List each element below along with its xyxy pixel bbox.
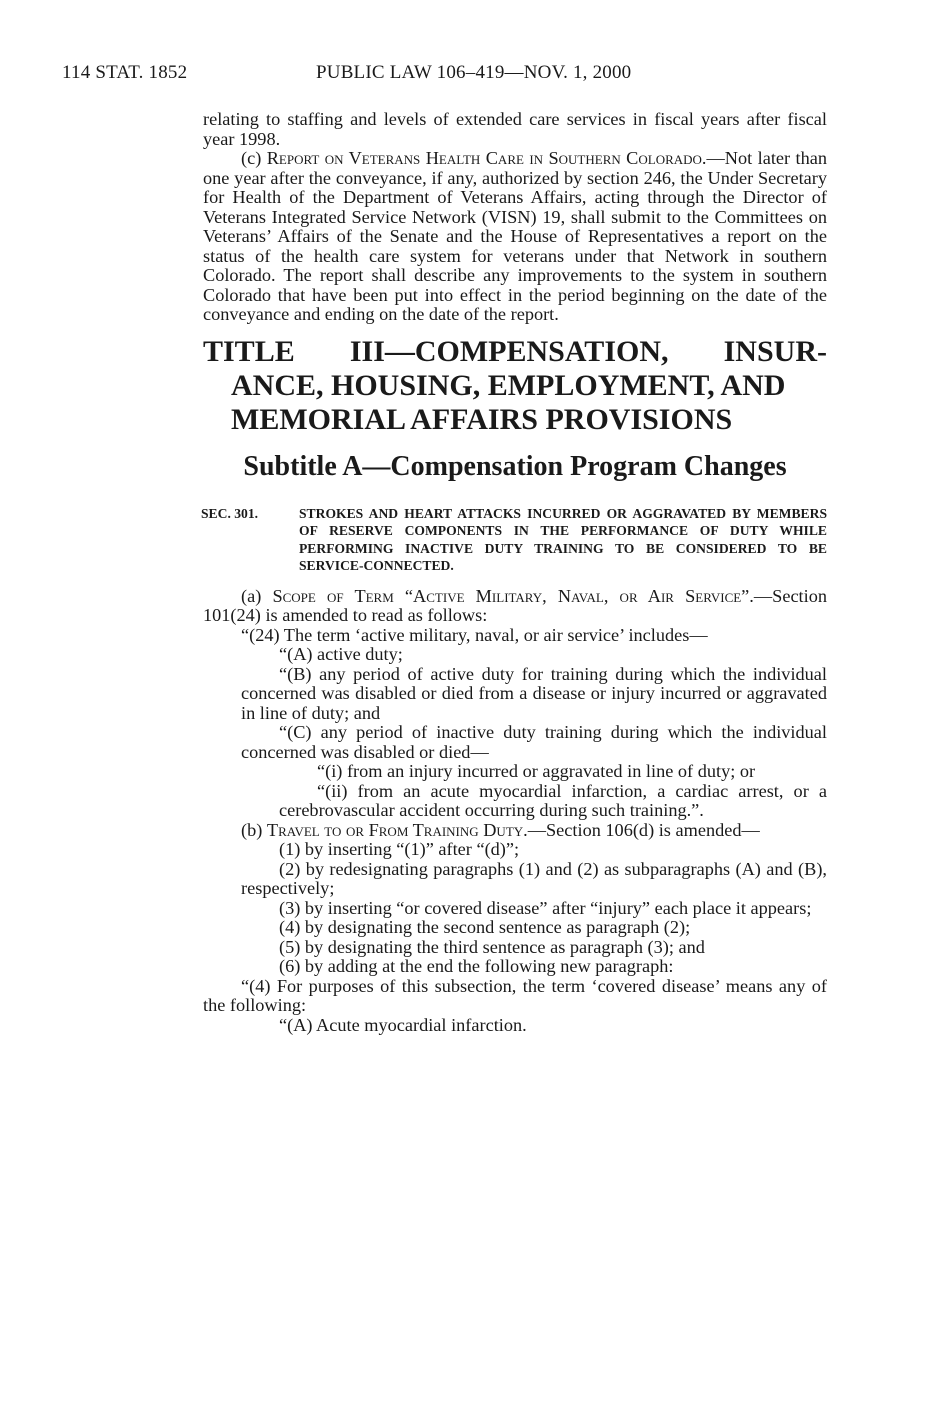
amendment-item-2: (2) by redesignating paragraphs (1) and (2) as subparagraphs (A) and (B), respectively; <box>241 858 827 898</box>
quoted-item-a: “(A) Acute myocardial infarction. <box>279 1014 527 1035</box>
title-word-split: INSUR- <box>723 334 827 368</box>
subtitle-heading: Subtitle A—Compensation Program Changes <box>243 450 787 482</box>
quoted-clause-i: “(i) from an injury incurred or aggravated in line of duty; or <box>317 761 756 781</box>
quoted-subparagraph-b: “(B) any period of active duty for training during which the individual concerned was disabled or died from a disease or injury incurred or aggravated in line of duty; and <box>241 663 827 723</box>
paragraph-continuation: relating to staffing and levels of extended care services in fiscal years after fiscal year 1998. <box>203 109 827 149</box>
amendment-item-1: (1) by inserting “(1)” after “(d)”; <box>279 839 520 859</box>
subsection-b-label: (b) <box>241 819 263 840</box>
subsection-c-body: —Not later than one year after the conveyance, if any, authorized by section 246, the Under Secretary for Health of the Department of Veterans Affairs, acting through the Director of Veterans Integrated Service Network (VISN) 19, shall submit to the Committees on Veterans’ Affairs of the Senate and the House of Representatives a report on the status of the health care system for veterans under that Network in southern Colorado. The report shall describe any improvements to the system in southern Colorado that have been put into effect in the period beginning on the date of the conveyance and ending on the date of the report. <box>203 148 827 324</box>
title-heading-rest: ANCE, HOUSING, EMPLOYMENT, AND MEMORIAL AFFAIRS PROVISIONS <box>231 368 786 436</box>
quoted-paragraph-4: “(4) For purposes of this subsection, the term ‘covered disease’ means any of the following: <box>203 975 827 1015</box>
public-law-citation: PUBLIC LAW 106–419—NOV. 1, 2000 <box>316 62 632 83</box>
subsection-a-body: —Section 101(24) is amended to read as follows: <box>203 585 827 625</box>
subsection-c <box>203 149 827 325</box>
subsection-b-heading: Travel to or From Training Duty. <box>266 819 528 840</box>
amendment-item-5: (5) by designating the third sentence as paragraph (3); and <box>279 936 705 957</box>
title-word: TITLE <box>203 334 295 368</box>
quoted-clause-ii: “(ii) from an acute myocardial infarction, a cardiac arrest, or a cerebrovascular accident occurring during such training.”. <box>279 780 827 820</box>
section-title: STROKES AND HEART ATTACKS INCURRED OR AGGRAVATED BY MEMBERS OF RESERVE COMPONENTS IN THE PERFORMANCE OF DUTY WHILE PERFORMING INACTIVE DUTY TRAINING TO BE CONSIDERED TO BE SERVICE-CONNECTED. <box>299 505 827 573</box>
subsection-a <box>203 587 827 626</box>
subsection-b <box>203 821 827 841</box>
quoted-subparagraph-a: “(A) active duty; <box>279 644 403 664</box>
subsection-a-heading: Scope of Term “Active Military, Naval, or Air Service”. <box>272 585 754 606</box>
subsection-c-label: (c) <box>241 148 262 168</box>
subsection-a-label: (a) <box>241 585 262 606</box>
title-heading <box>203 335 827 437</box>
amendment-item-3: (3) by inserting “or covered disease” after “injury” each place it appears; <box>279 897 812 918</box>
statute-citation: 114 STAT. 1852 <box>62 62 188 83</box>
title-number: III—COMPENSATION, <box>349 334 669 368</box>
page-body <box>203 110 827 1035</box>
amendment-item-6: (6) by adding at the end the following new paragraph: <box>279 956 674 976</box>
title-heading-line <box>203 335 827 369</box>
amendment-item-4: (4) by designating the second sentence as paragraph (2); <box>279 917 691 937</box>
section-heading <box>203 505 827 575</box>
quoted-paragraph-24: “(24) The term ‘active military, naval, or air service’ includes— <box>241 624 708 645</box>
quoted-subparagraph-c: “(C) any period of inactive duty training during which the individual concerned was disabled or died— <box>241 722 827 762</box>
subsection-b-body: —Section 106(d) is amended— <box>527 819 760 840</box>
subsection-c-heading: Report on Veterans Health Care in Southern Colorado. <box>266 148 707 168</box>
section-number: SEC. 301. <box>201 505 259 521</box>
